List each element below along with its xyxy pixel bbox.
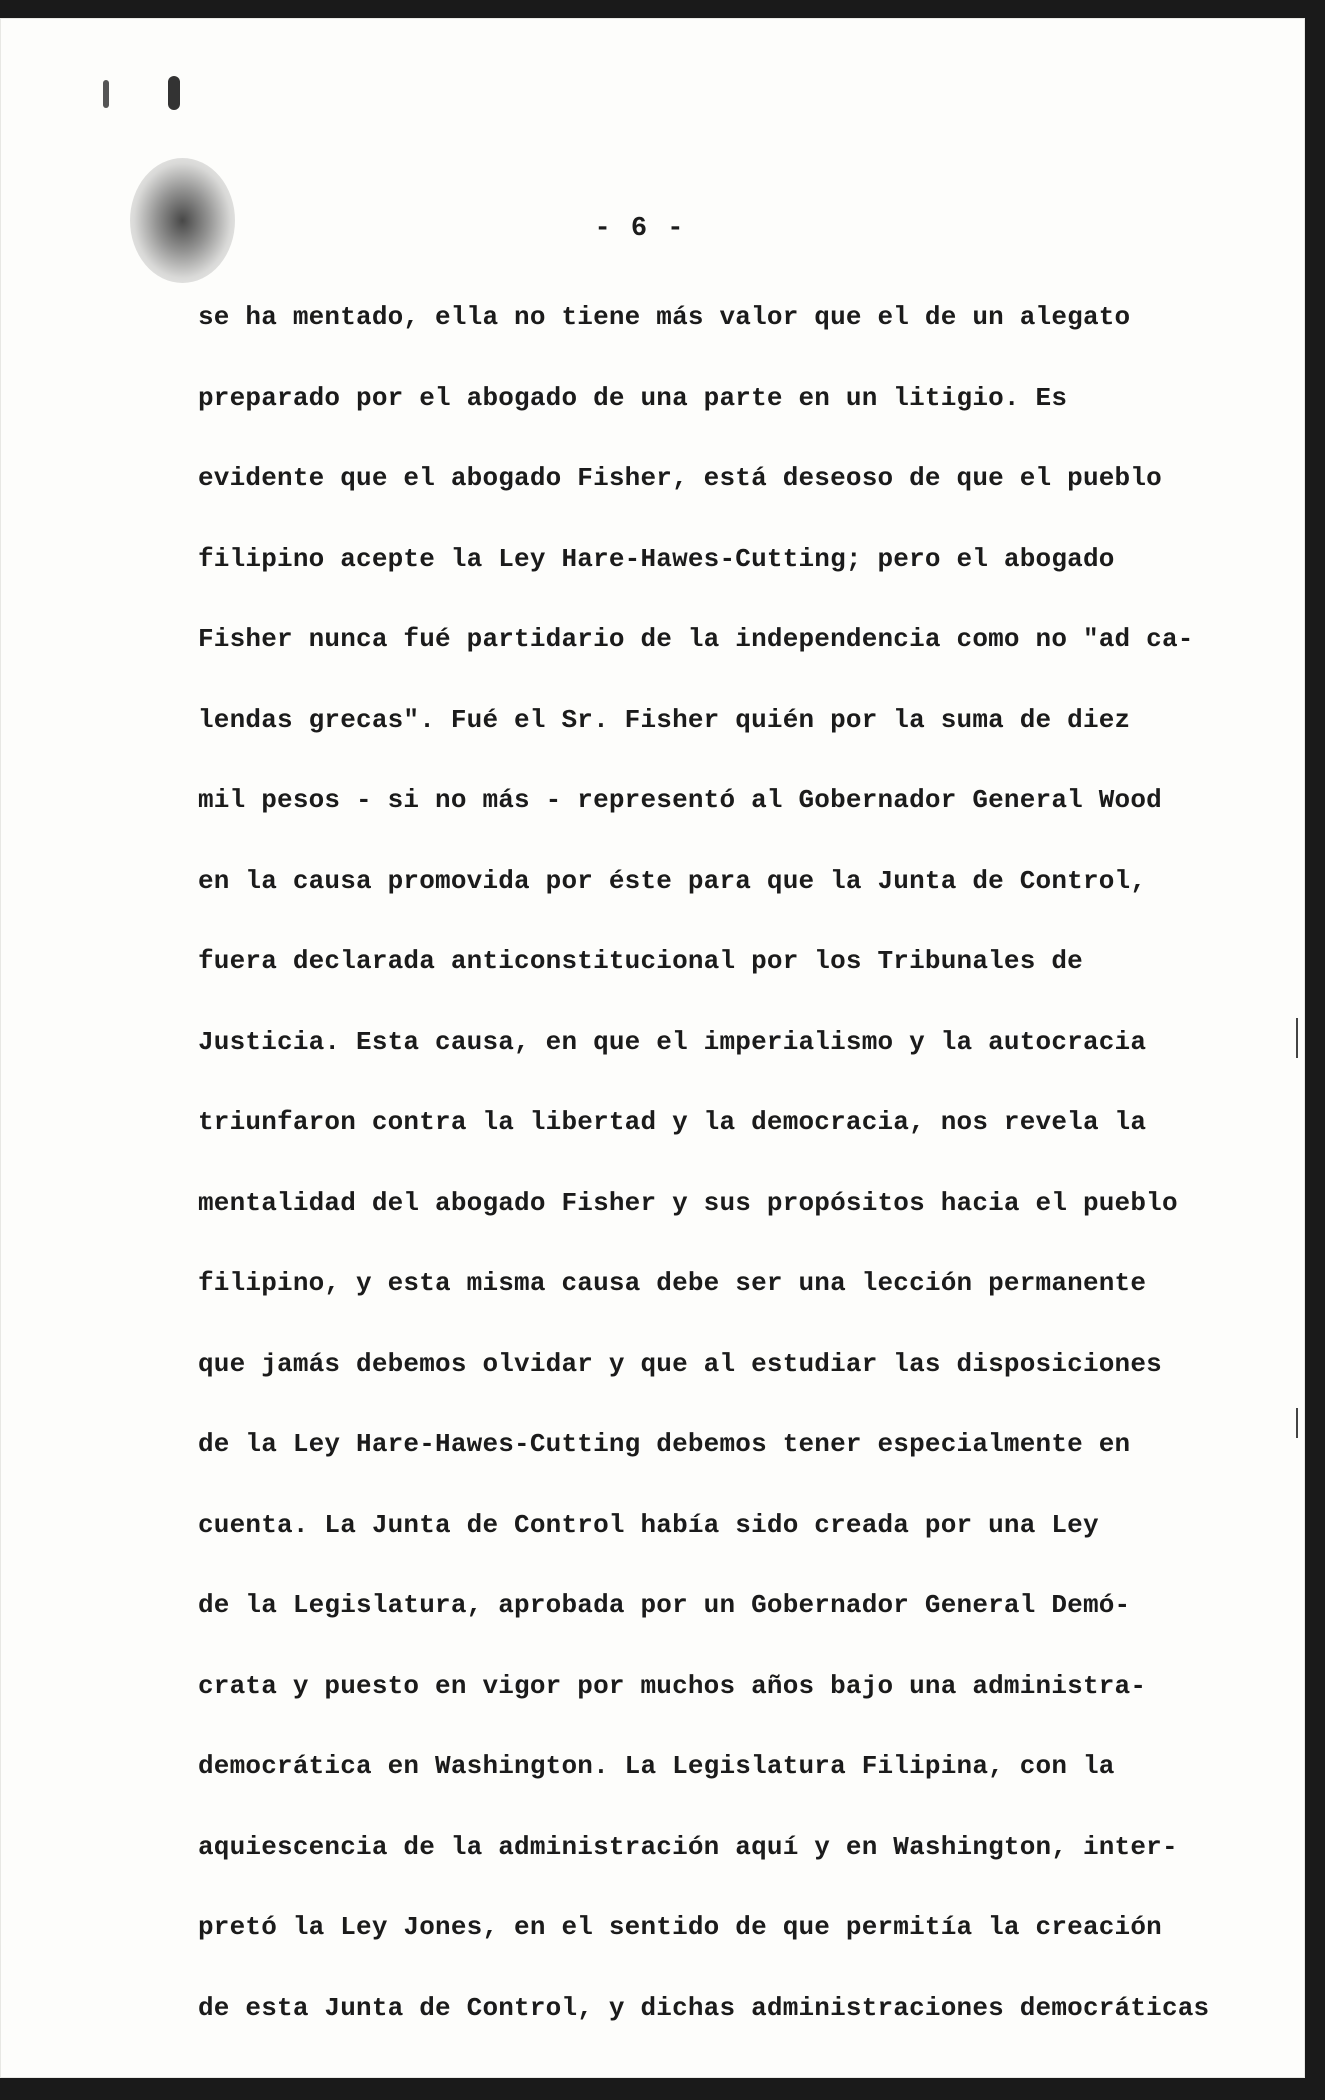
text-line: Justicia. Esta causa, en que el imperialismo y la autocracia xyxy=(198,1026,1147,1057)
text-line: de la Legislatura, aprobada por un Gobernador General Demó- xyxy=(198,1590,1131,1620)
ink-speck xyxy=(168,76,180,110)
text-line: preparado por el abogado de una parte en un litigio. Es xyxy=(198,382,1068,413)
text-line: mil pesos - si no más - representó al Gobernador General Wood xyxy=(198,785,1162,815)
text-line: lendas grecas". Fué el Sr. Fisher quién por la suma de diez xyxy=(198,704,1131,735)
typewritten-page xyxy=(0,18,1305,2078)
text-line: Fisher nunca fué partidario de la independencia como no "ad ca- xyxy=(198,624,1194,654)
text-line: evidente que el abogado Fisher, está deseoso de que el pueblo xyxy=(198,463,1162,493)
text-line: se ha mentado, ella no tiene más valor que el de un alegato xyxy=(198,302,1131,332)
text-line: en la causa promovida por éste para que la Junta de Control, xyxy=(198,865,1147,896)
edge-mark xyxy=(1296,1408,1298,1438)
text-line: pretó la Ley Jones, en el sentido de que permitía la creación xyxy=(198,1912,1162,1942)
text-line: mentalidad del abogado Fisher y sus propósitos hacia el pueblo xyxy=(198,1187,1178,1218)
page-number: - 6 - xyxy=(594,214,686,244)
text-line: triunfaron contra la libertad y la democracia, nos revela la xyxy=(198,1107,1147,1137)
text-line: crata y puesto en vigor por muchos años bajo una administra- xyxy=(198,1670,1147,1701)
ink-speck xyxy=(103,80,109,108)
text-line: fuera declarada anticonstitucional por los Tribunales de xyxy=(198,946,1083,976)
text-line: filipino acepte la Ley Hare-Hawes-Cutting; pero el abogado xyxy=(198,543,1115,574)
text-line: de esta Junta de Control, y dichas administraciones democráticas xyxy=(198,1992,1210,2023)
text-line: filipino, y esta misma causa debe ser una lección permanente xyxy=(198,1268,1147,1298)
body-text xyxy=(198,290,1218,2061)
text-line: democrática en Washington. La Legislatura Filipina, con la xyxy=(198,1751,1115,1781)
edge-mark xyxy=(1296,1018,1298,1058)
text-line: aquiescencia de la administración aquí y en Washington, inter- xyxy=(198,1831,1178,1862)
text-line: cuenta. La Junta de Control había sido creada por una Ley xyxy=(198,1509,1099,1540)
text-line: que jamás debemos olvidar y que al estudiar las disposiciones xyxy=(198,1348,1162,1379)
text-line: de la Ley Hare-Hawes-Cutting debemos tener especialmente en xyxy=(198,1429,1131,1459)
